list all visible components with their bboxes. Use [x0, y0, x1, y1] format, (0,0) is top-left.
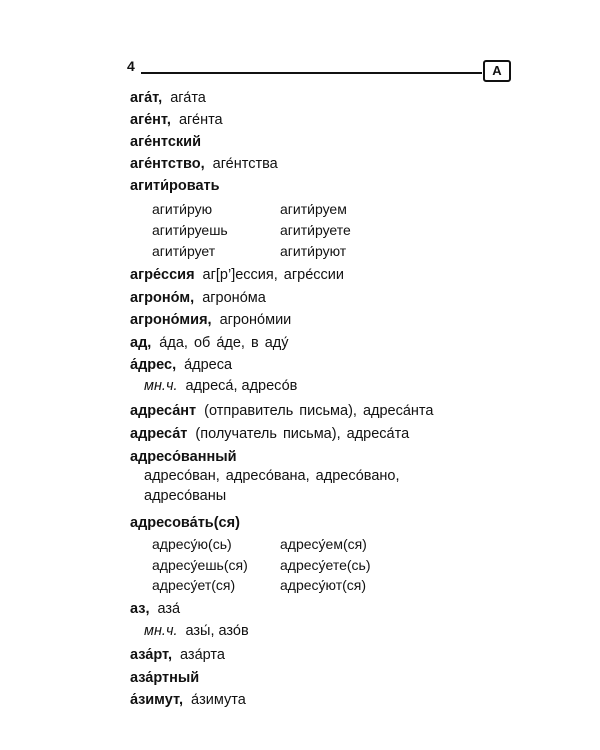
conjugation-form: адресу́ешь(ся): [152, 557, 248, 573]
word-form: агроно́мии: [219, 312, 292, 328]
headword: аге́нтский: [130, 134, 201, 150]
conjugation-form: агити́руете: [280, 222, 351, 238]
headword: а́дрес,: [130, 357, 177, 373]
headword: адресо́ванный: [130, 449, 237, 465]
headword: ад,: [130, 335, 152, 351]
entry-adresovanny: [130, 447, 237, 467]
entry-adresant: [130, 401, 433, 421]
entry-azimut: [130, 690, 246, 710]
entry-agitirovat: [130, 176, 220, 196]
entry-agressiya: [130, 265, 344, 285]
entry-azartny: [130, 668, 199, 688]
headword: аза́рт,: [130, 647, 173, 663]
header-rule: [141, 72, 482, 74]
headword: аз,: [130, 601, 150, 617]
entry-azart: [130, 645, 225, 665]
headword: адреса́т: [130, 426, 188, 442]
word-form: аза́рта: [180, 647, 225, 663]
word-form: аг[р’]ессия, агре́ссии: [202, 267, 344, 283]
conjugation-form: адресу́ем(ся): [280, 536, 367, 552]
conjugation-form: адресу́ет(ся): [152, 577, 236, 593]
conjugation-form: адресу́ете(сь): [280, 557, 371, 573]
headword: аза́ртный: [130, 670, 200, 686]
entry-az: [130, 599, 180, 619]
word-form: а́зимута: [191, 692, 246, 708]
word-form: аге́нтства: [212, 156, 278, 172]
conjugation-form: адресу́ют(ся): [280, 577, 367, 593]
conjugation-form: агити́рую: [152, 201, 213, 217]
entry-agronomiya: [130, 310, 291, 330]
headword: аге́нт,: [130, 112, 171, 128]
conjugation-form: агити́руем: [280, 201, 347, 217]
entry-adres: [130, 355, 232, 375]
page-number: 4: [127, 58, 135, 74]
entry-agentskiy: [130, 132, 201, 152]
word-form: (отправитель письма), адреса́нта: [204, 403, 434, 419]
headword: агроно́м,: [130, 290, 195, 306]
headword: ага́т,: [130, 90, 163, 106]
entry-agat: [130, 88, 206, 108]
headword: агроно́мия,: [130, 312, 212, 328]
plural-line: [144, 376, 297, 396]
word-form: аге́нта: [178, 112, 223, 128]
word-form: аза́: [157, 601, 181, 617]
conjugation-form: адресу́ю(сь): [152, 536, 232, 552]
plural-label: мн.ч.: [144, 623, 178, 639]
conjugation-form: агити́рует: [152, 243, 216, 259]
word-form: а́да, об а́де, в аду́: [159, 335, 289, 351]
word-form: а́дреса: [184, 357, 233, 373]
headword: агре́ссия: [130, 267, 195, 283]
headword: а́зимут,: [130, 692, 184, 708]
word-form: (получатель письма), адреса́та: [195, 426, 410, 442]
headword: агити́ровать: [130, 178, 220, 194]
short-forms-line: адресо́ваны: [144, 488, 227, 504]
entry-ad: [130, 333, 289, 353]
plural-forms: адреса́, адресо́в: [185, 378, 298, 394]
conjugation-form: агити́руешь: [152, 222, 228, 238]
headword: адреса́нт: [130, 403, 197, 419]
plural-forms: азы́, азо́в: [185, 623, 249, 639]
entry-adresat: [130, 424, 409, 444]
word-form: ага́та: [170, 90, 206, 106]
entry-agronom: [130, 288, 266, 308]
headword: аге́нтство,: [130, 156, 205, 172]
entry-adresovat: [130, 513, 240, 533]
headword: адресова́ть(ся): [130, 515, 240, 531]
entry-agent: [130, 110, 223, 130]
entry-agentstvo: [130, 154, 278, 174]
section-letter-badge: А: [483, 60, 511, 82]
short-forms-line: адресо́ван, адресо́вана, адресо́вано,: [144, 468, 400, 484]
plural-line: [144, 621, 249, 641]
conjugation-form: агити́руют: [280, 243, 347, 259]
word-form: агроно́ма: [202, 290, 266, 306]
plural-label: мн.ч.: [144, 378, 178, 394]
